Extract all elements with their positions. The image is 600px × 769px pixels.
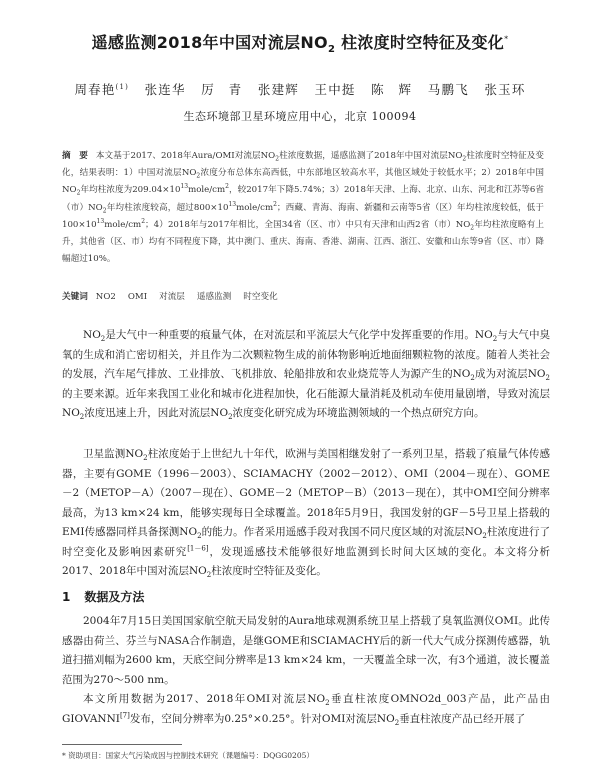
subscript: 2 xyxy=(492,335,498,344)
author-name: 张建辉 xyxy=(257,82,299,97)
para-text: 浓度变化研究成为环境监测领域的一个热点研究方向。 xyxy=(232,407,485,419)
keywords-label: 关键词 xyxy=(62,292,88,302)
subscript: 2 xyxy=(325,699,330,708)
para-text: 垂直柱浓度OMNO2d_003产品，此产品由GIOVANNI xyxy=(62,693,550,725)
author-name: 张连华 xyxy=(144,82,186,97)
title-footnote-mark: * xyxy=(504,34,509,44)
subscript: 2 xyxy=(545,374,550,383)
citation: [7] xyxy=(119,711,130,719)
author-list xyxy=(0,80,600,98)
paragraph-satellites xyxy=(62,445,550,582)
author-mark: (1) xyxy=(115,82,130,91)
para-text: NO xyxy=(83,329,101,341)
para-text: 浓度迅速上升，因此对流层NO xyxy=(84,407,229,419)
subscript: 2 xyxy=(394,718,400,727)
abstract-text: 年均柱浓度较高，超过800×10 xyxy=(106,202,229,213)
keyword: 遥感监测 xyxy=(196,292,232,302)
subscript: 2 xyxy=(462,155,467,163)
abstract xyxy=(62,148,544,268)
paragraph-intro xyxy=(62,326,550,424)
footnote-divider xyxy=(62,744,182,745)
abstract-text: ；西藏、青海、海南、新疆和云南等5省（区）年均柱浓度较低，低于100×10 xyxy=(62,202,544,230)
para-text: 与大气中臭氧的生成和消亡密切相关，并且作为二次颗粒物生成的前体物影响近地面细颗粒物的浓度。随着人类社会的发展，汽车尾气排放、工业排放、飞机排放、轮船排放和农业烧荒等人为源产生的NO xyxy=(62,329,551,380)
subscript: 2 xyxy=(143,454,148,463)
abstract-text: 柱浓度数据，遥感监测了2018年中国对流层NO xyxy=(279,151,463,161)
author-name: 周春艳 xyxy=(74,82,116,97)
para-text: 本文所用数据为2017、2018年OMI对流层NO xyxy=(83,693,326,705)
abstract-text: 本文基于2017、2018年Aura/OMI对流层NO xyxy=(95,151,276,161)
subscript: 2 xyxy=(206,571,212,580)
section-number: 1 xyxy=(62,590,71,604)
superscript: 2 xyxy=(273,200,277,208)
author-name: 厉 青 xyxy=(201,82,243,97)
title-text: 遥感监测2018年中国对流层NO xyxy=(91,33,328,52)
paper-title xyxy=(0,30,600,55)
para-text: 柱浓度进行了时空变化及影响因素研究 xyxy=(62,526,551,558)
abstract-text: mole/cm xyxy=(104,219,142,230)
subscript: 2 xyxy=(76,190,81,198)
abstract-text: mole/cm xyxy=(236,202,274,213)
subscript: 2 xyxy=(100,335,106,344)
author-name: 王中挺 xyxy=(314,82,356,97)
author-name: 张玉环 xyxy=(484,82,526,97)
title-subscript: 2 xyxy=(327,44,336,56)
abstract-text: 年均柱浓度为209.04×10 xyxy=(80,185,181,196)
para-text: 卫星监测NO xyxy=(83,448,144,460)
subscript: 2 xyxy=(470,374,475,383)
para-text: 柱浓度时空特征及变化。 xyxy=(211,565,327,577)
abstract-text: ，较2017年下降5.74%；3）2018年天津、上海、北京、山东、河北和江苏等6省（市）NO xyxy=(62,185,544,213)
para-text: ，发现遥感技术能够很好地监测到长时间大区域的变化。本文将分析2017、2018年中国对流层NO xyxy=(62,545,551,577)
keyword: 对流层 xyxy=(159,292,185,302)
section-title: 数据及方法 xyxy=(84,590,145,604)
subscript: 2 xyxy=(102,207,107,215)
para-text: 柱浓度始于上世纪九十年代，欧洲与美国相继发射了一系列卫星，搭载了痕量气体传感器，主要有GOME（1996－2003）、SCIAMACHY（2002－2012）、OMI（2004－现在）、GOME－2（METOP－A）（2007－现在）、GOME－2（METOP－B）（2013－现在），其中OMI空间分辨率最高，为13 km×24 km，能够实现每日全球覆盖。2018年5月9日，我国发射的GF－5号卫星上搭载的EMI传感器同样具备探测NO xyxy=(62,448,551,538)
keywords xyxy=(62,290,544,302)
keyword: NO2 xyxy=(95,292,116,302)
abstract-text: 浓度分布总体东高西低，中东部地区较高水平，其他区域处于较低水平；2）2018年中国NO xyxy=(62,168,544,196)
para-text: 发布，空间分辨率为0.25°×0.25°。针对OMI对流层NO xyxy=(129,712,395,725)
affiliation: 生态环境部卫星环境应用中心，北京 100094 xyxy=(183,110,417,123)
para-text: 垂直柱浓度产品已经开展了 xyxy=(399,712,526,725)
superscript: 2 xyxy=(141,217,146,225)
subscript: 2 xyxy=(197,532,202,541)
author-name: 马鹏飞 xyxy=(427,82,469,97)
superscript: 2 xyxy=(225,183,229,191)
para-text: 成为对流层NO xyxy=(474,368,546,380)
keyword: 时空变化 xyxy=(243,292,278,302)
abstract-text: 年均柱浓度略有上升，其他省（区、市）均有不同程度下降，其中澳门、重庆、海南、香港、湖南、江西、浙江、安徽和山东等9省（区、市）降幅超过10%。 xyxy=(62,219,544,265)
keyword: OMI xyxy=(127,292,148,302)
para-text: 是大气中一种重要的痕量气体，在对流层和平流层大气化学中发挥重要的作用。NO xyxy=(105,329,493,341)
subscript: 2 xyxy=(79,413,85,422)
subscript: 2 xyxy=(196,172,201,180)
para-text: 的主要来源。近年来我国工业化和城市化进程加快，化石能源大量消耗及机动车使用量剧增，导致对流层NO xyxy=(62,387,550,419)
abstract-text: ；4）2018年与2017年相比，全国34省（区、市）中只有天津和山西2省（市）NO xyxy=(145,219,471,230)
subscript: 2 xyxy=(228,413,233,422)
subscript: 2 xyxy=(482,532,487,541)
abstract-label: 摘 要 xyxy=(62,151,88,161)
superscript: 13 xyxy=(228,200,237,208)
abstract-text: mole/cm xyxy=(188,185,226,196)
section-heading xyxy=(62,588,144,605)
author-name: 陈 辉 xyxy=(371,82,413,97)
subscript: 2 xyxy=(470,224,475,232)
para-text: 的能力。作者采用遥感手段对我国不同尺度区域的对流层NO xyxy=(201,526,483,538)
citation: [1－6] xyxy=(187,544,209,552)
subscript: 2 xyxy=(275,155,280,163)
superscript: 13 xyxy=(96,217,105,225)
paragraph-data xyxy=(62,690,550,729)
abstract-text: 柱浓度时空特征及变化，结果表明：1）中国对流层NO xyxy=(62,151,544,179)
title-text-after: 柱浓度时空特征及变化 xyxy=(335,33,505,52)
superscript: 13 xyxy=(180,183,189,191)
paragraph-omi: 2004年7月15日美国国家航空航天局发射的Aura地球观测系统卫星上搭载了臭氧监测仪OMI。此传感器由荷兰、芬兰与NASA合作制造，是继GOME和SCIAMACHY后的新一代大气成分探测传感器，轨道扫描刈幅为2600 km，天底空间分辨率是13 km×24 km，一天覆盖全球一次，有3个通道，波长覆盖范围为270～500 nm。 xyxy=(62,615,550,686)
footnote: * 资助项目：国家大气污染成因与控制技术研究（课题编号：DQGG0205） xyxy=(62,751,314,760)
